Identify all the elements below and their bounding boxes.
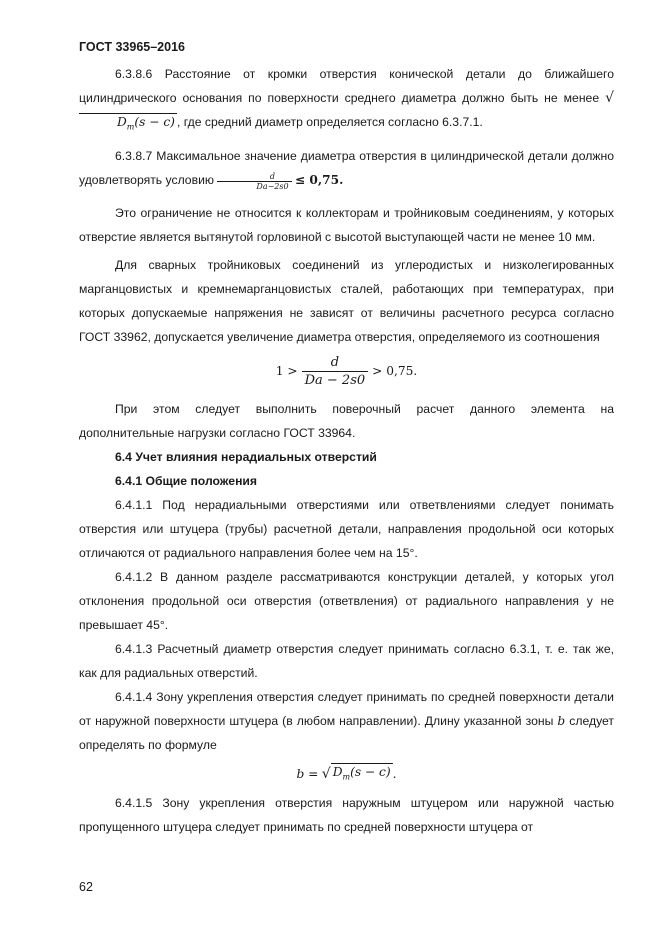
formula-right: > 0,75. — [372, 364, 418, 379]
paragraph-6-3-8-7 — [79, 144, 614, 192]
fraction-denominator: Da − 2s0 — [304, 372, 366, 388]
page-number: 62 — [79, 880, 93, 894]
sqrt-sign: √ — [321, 766, 331, 783]
paragraph-6-4-1-1: 6.4.1.1 Под нерадиальными отверстиями или ответвлениями следует понимать отверстия или штуцера (трубы) расчетной детали, направления продольной оси которых отличаются от радиального направления более чем на 15°. — [79, 498, 614, 561]
math-var-b: b — [557, 714, 566, 729]
formula-ratio — [79, 349, 614, 393]
paragraph-check-calc: При этом следует выполнить поверочный расчет данного элемента на дополнительные нагрузки согласно ГОСТ 33964. — [79, 402, 614, 441]
paragraph-tail: следует определять по формуле — [79, 714, 615, 753]
fraction-denominator: Da−2s0 — [256, 181, 289, 191]
math-rest: (s − c) — [350, 765, 391, 780]
fraction-numerator: d — [302, 354, 369, 372]
section-heading-6-4: 6.4 Учет влияния нерадиальных отверстий — [115, 450, 377, 465]
paragraph-tail: , где средний диаметр определяется согласно 6.3.7.1. — [176, 115, 483, 129]
paragraph-6-4-1-4 — [79, 685, 614, 757]
formula-b — [79, 757, 614, 791]
paragraph-text: 6.3.8.7 Максимальное значение диаметра отверстия в цилиндрической детали должно удовлетворять условию — [79, 149, 614, 188]
formula-fraction — [302, 354, 369, 389]
paragraph-text: 6.4.1.4 Зону укрепления отверстия следует принимать по средней поверхности детали от наружной поверхности штуцера (в любом направлении). Длину указанной зоны — [79, 690, 614, 729]
formula-left: b = — [296, 767, 319, 782]
body-text — [79, 62, 614, 839]
spacer — [79, 135, 614, 144]
formula-left: 1 > — [275, 364, 298, 379]
math-rest: (s − c) — [134, 115, 175, 129]
math-sub-m: m — [126, 122, 135, 132]
paragraph-welded-tees: Для сварных тройниковых соединений из углеродистых и низколегированных марганцовистых и кремнемарганцовистых сталей, работающих при температурах, при которых допускаемые напряжения не зависят от величины расчетного ресурса согласно ГОСТ 33962, допускается увеличение диаметра отверстия, определяемого из соотношения — [79, 258, 614, 345]
math-var-d: D — [332, 765, 343, 780]
paragraph-6-3-8-6 — [79, 62, 614, 135]
section-heading-6-4-1: 6.4.1 Общие положения — [115, 474, 258, 489]
sqrt-sign: √ — [605, 90, 614, 106]
doc-header: ГОСТ 33965–2016 — [79, 40, 185, 54]
paragraph-text: 6.3.8.6 Расстояние от кромки отверстия конической детали до ближайшего цилиндрического основания по поверхности среднего диаметра должно быть не менее — [79, 67, 614, 105]
paragraph-restriction: Это ограничение не относится к коллекторам и тройниковым соединениям, у которых отверстие является вытянутой горловиной с высотой выступающей части не менее 10 мм. — [79, 206, 614, 245]
fraction-numerator: d — [217, 172, 291, 182]
sqrt-radicand — [331, 763, 393, 785]
spacer — [79, 192, 614, 201]
math-sub-m: m — [342, 772, 351, 782]
inequality-tail: ≤ 0,75. — [294, 173, 344, 188]
inline-fraction — [217, 172, 291, 191]
formula-end: . — [392, 767, 397, 782]
paragraph-6-4-1-3: 6.4.1.3 Расчетный диаметр отверстия следует принимать согласно 6.3.1, т. е. так же, как для радиальных отверстий. — [79, 642, 614, 681]
paragraph-6-4-1-2: 6.4.1.2 В данном разделе рассматриваются конструкции деталей, у которых угол отклонения продольной оси отверстия (ответвления) от радиального направления у не превышает 45°. — [79, 570, 614, 633]
paragraph-6-4-1-5: 6.4.1.5 Зону укрепления отверстия наружным штуцером или наружной частью пропущенного штуцера следует принимать по средней поверхности штуцера от — [79, 796, 614, 835]
sqrt-radicand — [79, 113, 177, 135]
math-var-d: D — [117, 115, 127, 129]
